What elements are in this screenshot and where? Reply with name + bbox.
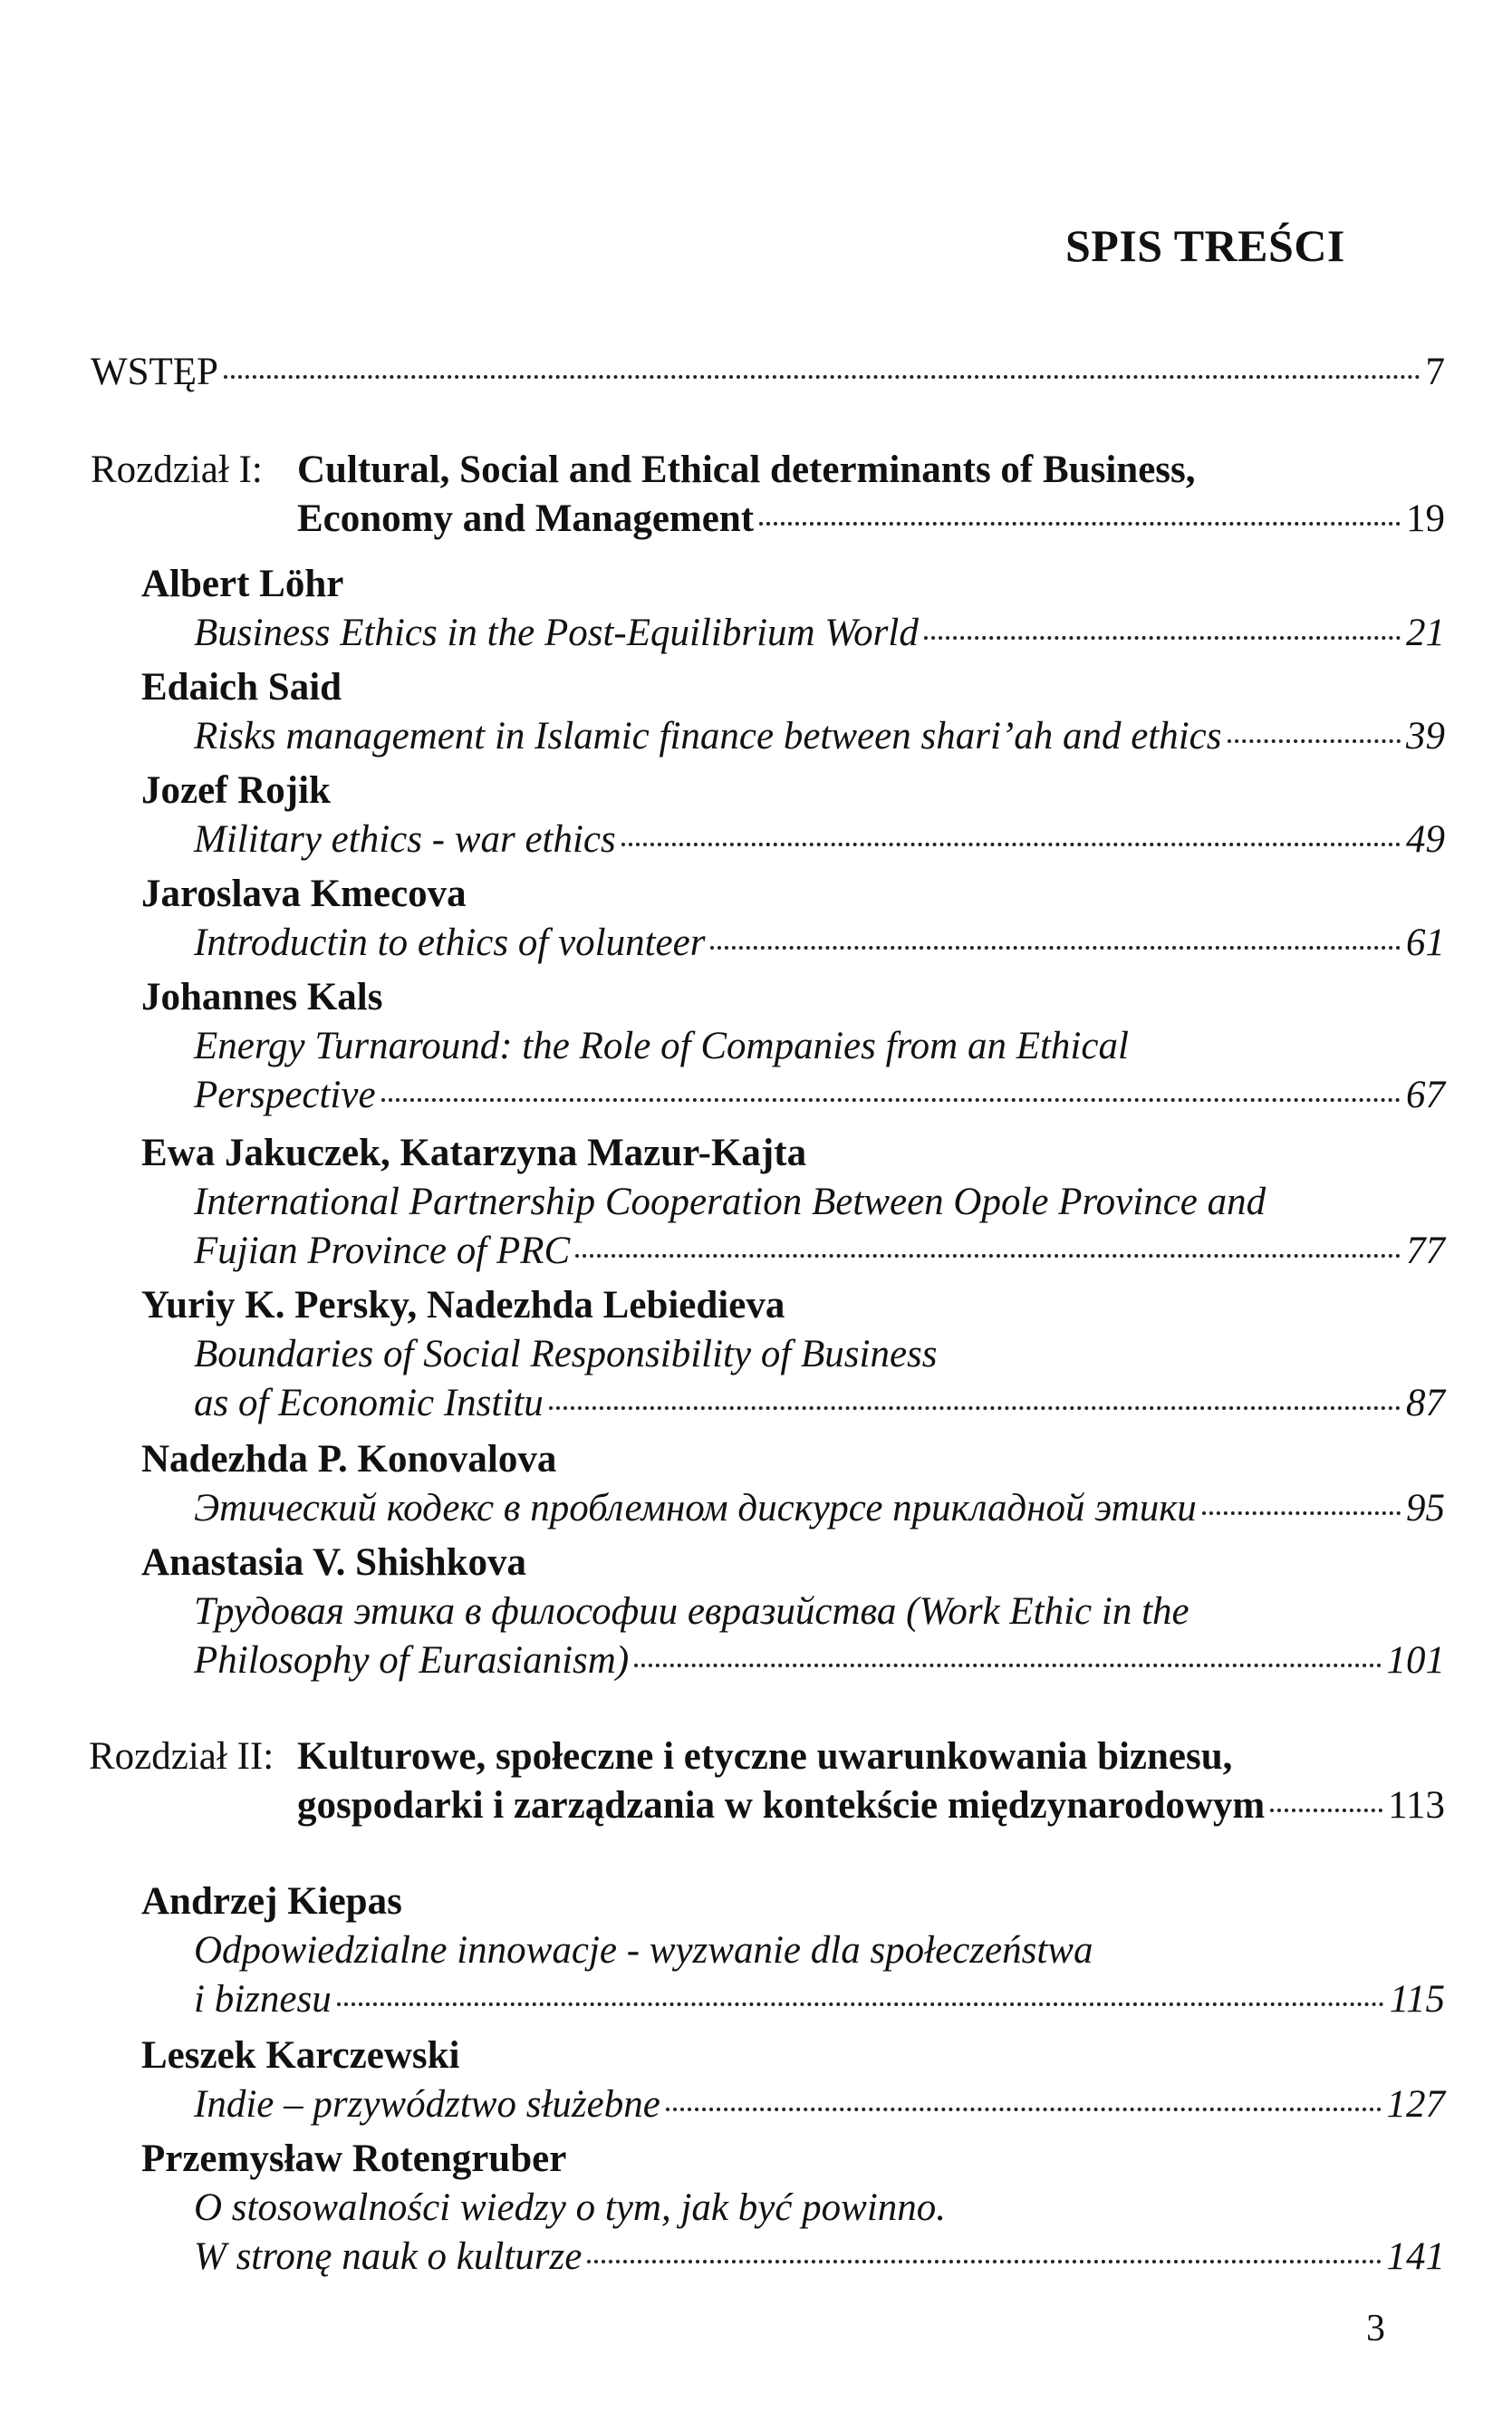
entry-page: 49 — [1406, 818, 1445, 861]
entry-title: Energy Turnaround: the Role of Companies from an Ethical — [194, 1025, 1129, 1067]
chapter1-page: 19 — [1406, 497, 1445, 540]
toc-entry[interactable] — [194, 1071, 1445, 1120]
chapter2-label: Rozdział II: — [89, 1735, 274, 1778]
entry-page: 141 — [1386, 2235, 1445, 2278]
entry-title: Perspective — [194, 1074, 376, 1116]
toc-entry[interactable] — [194, 919, 1445, 968]
toc-entry[interactable] — [194, 1975, 1445, 2024]
toc-entry[interactable] — [194, 2233, 1445, 2282]
dot-leader — [224, 375, 1421, 379]
dot-leader — [759, 522, 1401, 526]
entry-page: 87 — [1406, 1382, 1445, 1424]
dot-leader — [587, 2260, 1381, 2263]
dot-leader — [1228, 739, 1401, 743]
toc-entry[interactable] — [194, 1484, 1445, 1533]
dot-leader — [381, 1098, 1401, 1102]
entry-title: O stosowalności wiedzy o tym, jak być powinno. — [194, 2186, 947, 2229]
entry-title: Этический кодекс в проблемном дискурсе прикладной этики — [194, 1487, 1197, 1529]
chapter2-title-row[interactable] — [297, 1781, 1445, 1830]
toc-entry[interactable] — [194, 815, 1445, 864]
entry-page: 77 — [1406, 1230, 1445, 1272]
entry-page: 115 — [1389, 1978, 1445, 2021]
entry-author: Jaroslava Kmecova — [141, 873, 467, 915]
entry-title: Трудовая этика в философии евразийства (Work Ethic in the — [194, 1590, 1189, 1633]
dot-leader — [549, 1406, 1401, 1410]
dot-leader — [337, 2002, 1384, 2006]
entry-title: Business Ethics in the Post-Equilibrium World — [194, 612, 919, 654]
entry-author: Yuriy K. Persky, Nadezhda Lebiedieva — [141, 1284, 785, 1327]
entry-title: International Partnership Cooperation Between Opole Province and — [194, 1181, 1266, 1223]
page-title: SPIS TREŚCI — [1065, 220, 1345, 271]
toc-entry[interactable] — [194, 1227, 1445, 1276]
chapter2-title-line1: Kulturowe, społeczne i etyczne uwarunkowania biznesu, — [297, 1735, 1233, 1778]
dot-leader — [621, 843, 1401, 846]
entry-page: 39 — [1406, 715, 1445, 757]
entry-author: Ewa Jakuczek, Katarzyna Mazur-Kajta — [141, 1132, 807, 1174]
entry-page: 61 — [1406, 922, 1445, 964]
entry-author: Przemysław Rotengruber — [141, 2137, 567, 2180]
dot-leader — [575, 1254, 1401, 1258]
entry-author: Johannes Kals — [141, 976, 383, 1018]
toc-entry[interactable] — [194, 712, 1445, 761]
entry-author: Nadezhda P. Konovalova — [141, 1438, 557, 1481]
entry-title: Odpowiedzialne innowacje - wyzwanie dla społeczeństwa — [194, 1929, 1093, 1972]
dot-leader — [666, 2108, 1382, 2111]
chapter2-page: 113 — [1388, 1784, 1445, 1827]
entry-author: Albert Löhr — [141, 563, 344, 605]
entry-page: 127 — [1386, 2083, 1445, 2126]
toc-entry[interactable] — [194, 609, 1445, 658]
entry-title: Introductin to ethics of volunteer — [194, 922, 706, 964]
entry-author: Anastasia V. Shishkova — [141, 1541, 527, 1584]
toc-entry[interactable] — [194, 1636, 1445, 1685]
entry-page: 95 — [1406, 1487, 1445, 1529]
entry-page: 21 — [1406, 612, 1445, 654]
entry-page: 67 — [1406, 1074, 1445, 1116]
entry-title: W stronę nauk o kulturze — [194, 2235, 583, 2278]
entry-title: Philosophy of Eurasianism) — [194, 1639, 630, 1682]
dot-leader — [634, 1664, 1381, 1667]
chapter1-title-line2: Economy and Management — [297, 497, 755, 540]
entry-author: Leszek Karczewski — [141, 2034, 460, 2077]
entry-title: Indie – przywództwo służebne — [194, 2083, 660, 2126]
entry-title: Fujian Province of PRC — [194, 1230, 571, 1272]
chapter2-title-line2: gospodarki i zarządzania w kontekście międzynarodowym — [297, 1784, 1266, 1827]
entry-author: Edaich Said — [141, 666, 342, 709]
toc-intro[interactable] — [91, 348, 1445, 397]
entry-title: Military ethics - war ethics — [194, 818, 616, 861]
entry-author: Jozef Rojik — [141, 769, 331, 812]
entry-title: Boundaries of Social Responsibility of Business — [194, 1333, 938, 1375]
entry-page: 101 — [1386, 1639, 1445, 1682]
page-number: 3 — [1366, 2308, 1385, 2350]
toc-intro-page: 7 — [1425, 351, 1445, 393]
toc-entry[interactable] — [194, 1379, 1445, 1428]
dot-leader — [1270, 1809, 1382, 1812]
dot-leader — [710, 946, 1401, 950]
entry-author: Andrzej Kiepas — [141, 1880, 402, 1923]
chapter1-title-line1: Cultural, Social and Ethical determinants of Business, — [297, 449, 1196, 491]
toc-entry[interactable] — [194, 2080, 1445, 2129]
entry-title: i biznesu — [194, 1978, 332, 2021]
entry-title: as of Economic Institu — [194, 1382, 544, 1424]
entry-title: Risks management in Islamic finance between shari’ah and ethics — [194, 715, 1222, 757]
dot-leader — [1202, 1511, 1401, 1515]
chapter1-title-row[interactable] — [297, 495, 1445, 544]
dot-leader — [924, 636, 1401, 640]
chapter1-label: Rozdział I: — [91, 449, 263, 491]
toc-intro-label: WSTĘP — [91, 351, 218, 393]
